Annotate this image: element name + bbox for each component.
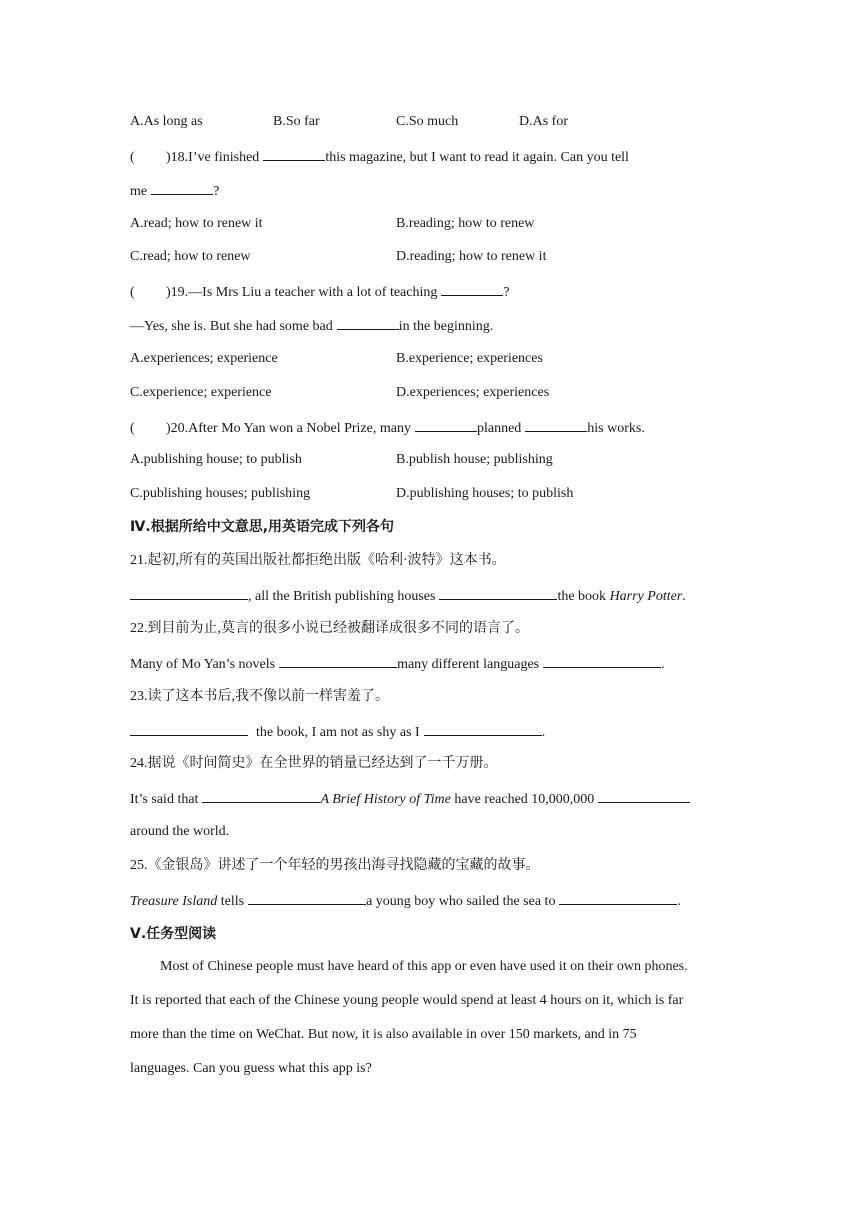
section-4-title: Ⅳ.根据所给中文意思,用英语完成下列各句 xyxy=(130,519,395,535)
q19-option-a: A.experiences; experience xyxy=(130,351,278,366)
q19-stem-line-1: ( )19.—Is Mrs Liu a teacher with a lot of teaching ? xyxy=(130,282,510,302)
q18-stem-line-1: ( )18.I’ve finished this magazine, but I want to read it again. Can you tell xyxy=(130,147,629,167)
passage-line-3: more than the time on WeChat. But now, it is also available in over 150 markets, and in 75 xyxy=(130,1027,637,1042)
q21-english: , all the British publishing houses the book Harry Potter. xyxy=(130,586,686,606)
answer-blank[interactable] xyxy=(337,316,399,330)
q22-chinese: 22.到目前为止,莫言的很多小说已经被翻译成很多不同的语言了。 xyxy=(130,621,529,636)
q17-option-a: A.As long as xyxy=(130,114,203,129)
answer-blank[interactable] xyxy=(424,722,542,736)
answer-blank[interactable] xyxy=(543,654,661,668)
answer-blank[interactable] xyxy=(202,789,320,803)
answer-blank[interactable] xyxy=(559,891,677,905)
passage-line-2: It is reported that each of the Chinese young people would spend at least 4 hours on it, which is far xyxy=(130,993,684,1008)
q22-english: Many of Mo Yan’s novels many different languages . xyxy=(130,654,665,674)
q24-english-line-1: It’s said that A Brief History of Time have reached 10,000,000 xyxy=(130,789,690,809)
answer-blank[interactable] xyxy=(441,282,503,296)
q19-option-c: C.experience; experience xyxy=(130,385,272,400)
answer-blank[interactable] xyxy=(525,418,587,432)
answer-blank[interactable] xyxy=(130,722,248,736)
q17-option-b: B.So far xyxy=(273,114,320,129)
answer-paren: ( xyxy=(130,285,135,300)
section-5-title: Ⅴ.任务型阅读 xyxy=(130,926,217,942)
q21-chinese: 21.起初,所有的英国出版社都拒绝出版《哈利·波特》这本书。 xyxy=(130,553,506,568)
answer-paren: ( xyxy=(130,150,135,165)
q25-chinese: 25.《金银岛》讲述了一个年轻的男孩出海寻找隐藏的宝藏的故事。 xyxy=(130,858,540,873)
answer-blank[interactable] xyxy=(439,586,557,600)
q20-option-d: D.publishing houses; to publish xyxy=(396,486,574,501)
answer-blank[interactable] xyxy=(130,586,248,600)
passage-line-1: Most of Chinese people must have heard of this app or even have used it on their own phones. xyxy=(160,959,688,974)
answer-blank[interactable] xyxy=(151,181,213,195)
q18-option-a: A.read; how to renew it xyxy=(130,216,263,231)
q23-english: the book, I am not as shy as I . xyxy=(130,722,545,742)
answer-paren: ( xyxy=(130,421,135,436)
q18-option-d: D.reading; how to renew it xyxy=(396,249,547,264)
answer-blank[interactable] xyxy=(263,147,325,161)
q18-stem-line-2: me ? xyxy=(130,181,219,201)
answer-blank[interactable] xyxy=(598,789,690,803)
passage-line-4: languages. Can you guess what this app is? xyxy=(130,1061,372,1076)
q20-option-b: B.publish house; publishing xyxy=(396,452,553,467)
q18-option-c: C.read; how to renew xyxy=(130,249,251,264)
q23-chinese: 23.读了这本书后,我不像以前一样害羞了。 xyxy=(130,689,389,704)
q17-option-c: C.So much xyxy=(396,114,459,129)
q20-stem: ( )20.After Mo Yan won a Nobel Prize, many planned his works. xyxy=(130,418,645,438)
q20-option-c: C.publishing houses; publishing xyxy=(130,486,311,501)
q19-option-d: D.experiences; experiences xyxy=(396,385,550,400)
q25-english: Treasure Island tells a young boy who sailed the sea to . xyxy=(130,891,681,911)
answer-blank[interactable] xyxy=(279,654,397,668)
q19-stem-line-2: —Yes, she is. But she had some bad in the beginning. xyxy=(130,316,493,336)
answer-blank[interactable] xyxy=(248,891,366,905)
q19-option-b: B.experience; experiences xyxy=(396,351,543,366)
q17-option-d: D.As for xyxy=(519,114,568,129)
q24-chinese: 24.据说《时间简史》在全世界的销量已经达到了一千万册。 xyxy=(130,756,498,771)
q20-option-a: A.publishing house; to publish xyxy=(130,452,302,467)
q24-english-line-2: around the world. xyxy=(130,824,230,839)
answer-blank[interactable] xyxy=(415,418,477,432)
q18-option-b: B.reading; how to renew xyxy=(396,216,535,231)
